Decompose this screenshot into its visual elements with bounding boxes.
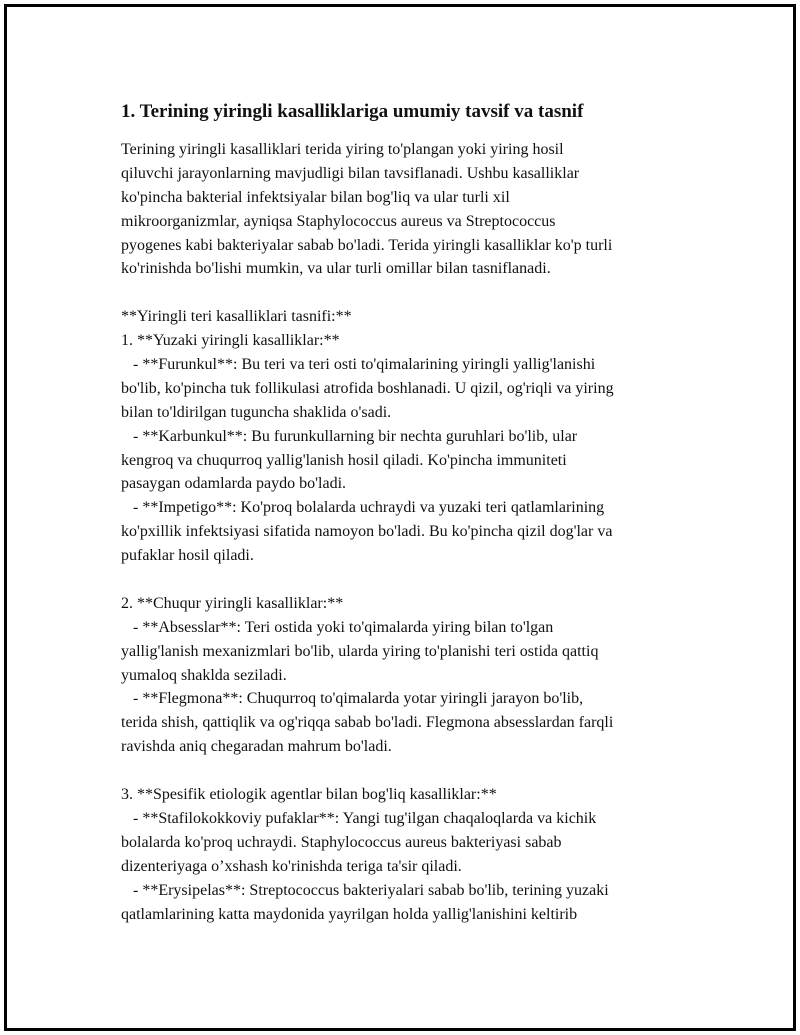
text-line: yallig'lanish mexanizmlari bo'lib, ularda yiring to'planishi teri ostida qattiq <box>121 642 599 660</box>
text-line: pasaygan odamlarda paydo bo'ladi. <box>121 475 347 493</box>
text-line: - **Furunkul**: Bu teri va teri osti to'qimalarining yiringli yallig'lanishi <box>121 356 596 374</box>
text-line: dizenteriyaga o’xshash ko'rinishda teriga ta'sir qiladi. <box>121 857 462 875</box>
text-line: bilan to'ldirilgan tuguncha shaklida o'sadi. <box>121 403 392 421</box>
text-line: - **Absesslar**: Teri ostida yoki to'qimalarda yiring bilan to'lgan <box>121 618 554 636</box>
text-line: qatlamlarining katta maydonida yayrilgan holda yallig'lanishini keltirib <box>121 905 578 923</box>
text-line: ko'pxillik infektsiyasi sifatida namoyon bo'ladi. Bu ko'pincha qizil dog'lar va <box>121 523 613 541</box>
text-line: bo'lib, ko'pincha tuk follikulasi atrofida boshlanadi. U qizil, og'riqli va yiring <box>121 379 614 397</box>
blank-line <box>121 568 721 592</box>
text-line: **Yiringli teri kasalliklari tasnifi:** <box>121 308 352 326</box>
text-line: - **Impetigo**: Ko'proq bolalarda uchraydi va yuzaki teri qatlamlarining <box>121 499 605 517</box>
text-line: 3. **Spesifik etiologik agentlar bilan bog'liq kasalliklar:** <box>121 786 497 804</box>
text-line: mikroorganizmlar, ayniqsa Staphylococcus aureus va Streptococcus <box>121 212 556 230</box>
document-text <box>121 138 721 926</box>
text-line: terida shish, qattiqlik va og'riqqa sabab bo'ladi. Flegmona absesslardan farqli <box>121 714 614 732</box>
document-body <box>121 99 721 926</box>
text-line: kengroq va chuqurroq yallig'lanish hosil qiladi. Ko'pincha immuniteti <box>121 451 567 469</box>
text-line: yumaloq shaklda seziladi. <box>121 666 287 684</box>
blank-line <box>121 759 721 783</box>
text-line: pufaklar hosil qiladi. <box>121 547 254 565</box>
text-line: 2. **Chuqur yiringli kasalliklar:** <box>121 594 344 612</box>
text-line: bolalarda ko'proq uchraydi. Staphylococcus aureus bakteriyasi sabab <box>121 833 562 851</box>
text-line: ko'rinishda bo'lishi mumkin, va ular turli omillar bilan tasniflanadi. <box>121 260 551 278</box>
document-title: 1. Terining yiringli kasalliklariga umumiy tavsif va tasnif <box>121 101 584 122</box>
text-line: ko'pincha bakterial infektsiyalar bilan bog'liq va ular turli xil <box>121 188 510 206</box>
text-line: - **Erysipelas**: Streptococcus bakteriyalari sabab bo'lib, terining yuzaki <box>121 881 609 899</box>
text-line: 1. **Yuzaki yiringli kasalliklar:** <box>121 332 340 350</box>
text-line: - **Flegmona**: Chuqurroq to'qimalarda yotar yiringli jarayon bo'lib, <box>121 690 584 708</box>
text-line: - **Karbunkul**: Bu furunkullarning bir nechta guruhlari bo'lib, ular <box>121 427 578 445</box>
blank-line <box>121 281 721 305</box>
text-line: - **Stafilokokkoviy pufaklar**: Yangi tug'ilgan chaqaloqlarda va kichik <box>121 809 597 827</box>
text-line: qiluvchi jarayonlarning mavjudligi bilan tavsiflanadi. Ushbu kasalliklar <box>121 164 580 182</box>
text-line: pyogenes kabi bakteriyalar sabab bo'ladi. Terida yiringli kasalliklar ko'p turli <box>121 236 613 254</box>
text-line: Terining yiringli kasalliklari terida yiring to'plangan yoki yiring hosil <box>121 141 564 158</box>
text-line: ravishda aniq chegaradan mahrum bo'ladi. <box>121 738 392 756</box>
page-frame <box>4 4 796 1031</box>
